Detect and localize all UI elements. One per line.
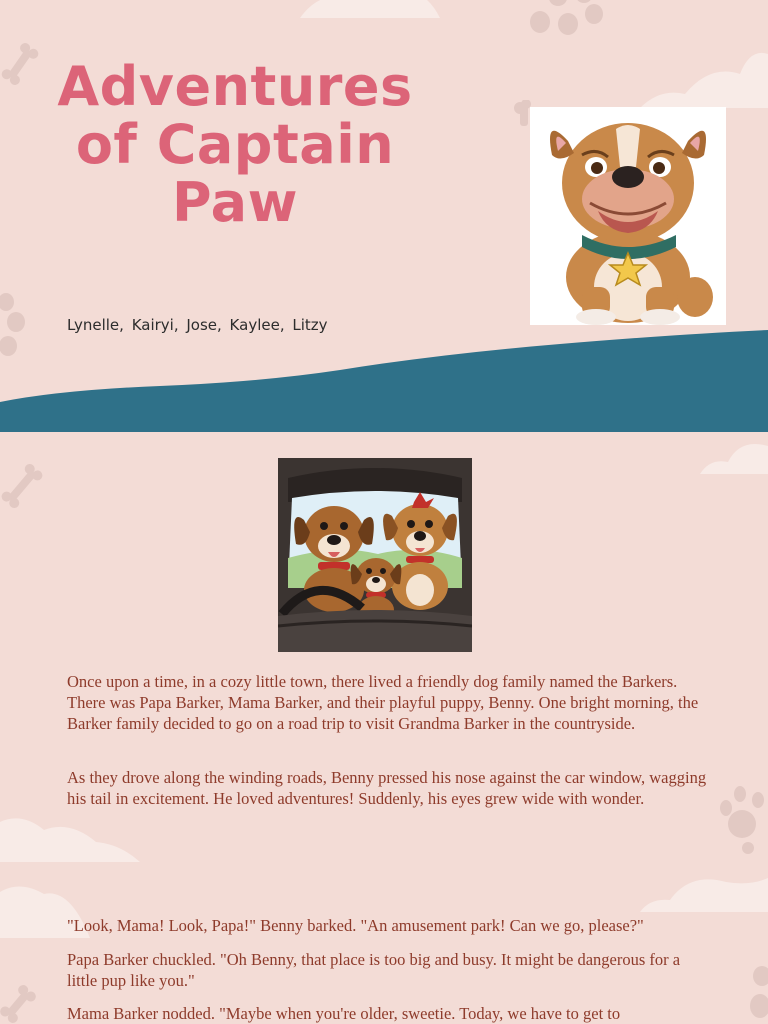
- dog-family-car-illustration: [278, 458, 472, 652]
- story-paragraph: As they drove along the winding roads, Benny pressed his nose against the car window, wagging his tail in excitement. He loved adventures! Suddenly, his eyes grew wide with wonder.: [67, 768, 707, 808]
- bone-icon: [0, 42, 40, 86]
- title-slide: [0, 0, 768, 432]
- cloud-decoration: [700, 434, 768, 474]
- story-paragraph: Once upon a time, in a cozy little town, there lived a friendly dog family named the Barkers. There was Papa Barker, Mama Barker, and their playful puppy, Benny. One bright morning, the Barker family decided to go on a road trip to visit Grandma Barker in the countryside.: [67, 672, 699, 733]
- wave-decoration: [0, 320, 768, 432]
- bulldog-icon: [530, 107, 726, 325]
- story-paragraph: "Look, Mama! Look, Papa!" Benny barked. "An amusement park! Can we go, please?": [67, 916, 644, 935]
- cloud-decoration: [640, 862, 768, 912]
- dog-family-icon: [278, 458, 472, 652]
- cloud-decoration: [640, 44, 768, 108]
- cloud-decoration: [0, 812, 140, 862]
- authors-line: Lynelle, Kairyi, Jose, Kaylee, Litzy: [67, 316, 328, 334]
- story-paragraph: Papa Barker chuckled. "Oh Benny, that place is too big and busy. It might be dangerous for a little pup like you.": [67, 950, 681, 990]
- paw-print-icon: [742, 962, 768, 1022]
- story-paragraph: Mama Barker nodded. "Maybe when you're older, sweetie. Today, we have to get to: [67, 1004, 621, 1023]
- bulldog-illustration: [530, 107, 726, 325]
- paw-print-icon: [528, 0, 620, 48]
- paw-print-icon: [718, 782, 768, 854]
- page-title: Adventures of Captain Paw: [57, 55, 413, 234]
- bone-icon: [0, 460, 44, 512]
- cloud-decoration: [300, 0, 440, 20]
- bone-icon: [0, 984, 36, 1024]
